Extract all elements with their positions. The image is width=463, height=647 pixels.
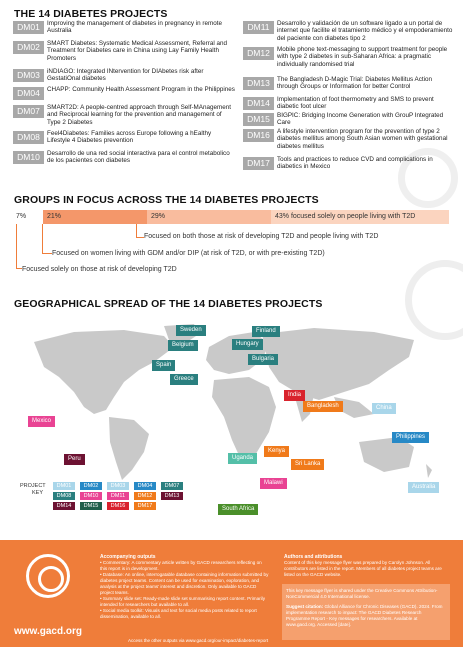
key-dm15: DM15 xyxy=(80,502,102,510)
project-code: DM16 xyxy=(243,129,274,142)
key-dm08: DM08 xyxy=(53,492,75,500)
key-dm07: DM07 xyxy=(161,482,183,490)
project-description: SMART2D: A people-centred approach through Self-MAnagement and Reciprocal learning for the prevention and management of Type 2 Diabetes xyxy=(47,104,231,126)
project-description: iNDIAGO: Integrated INtervention for DIAbetes risk after GestatiOnal diabetes xyxy=(47,68,204,83)
project-code: DM08 xyxy=(13,131,44,144)
country-china: China xyxy=(372,403,396,414)
bracket-both xyxy=(136,224,144,238)
key-dm10: DM10 xyxy=(80,492,102,500)
groups-title: GROUPS IN FOCUS ACROSS THE 14 DIABETES PROJECTS xyxy=(14,194,319,206)
country-belgium: Belgium xyxy=(168,340,198,351)
gacd-logo-icon xyxy=(26,554,70,598)
project-description: CHAPP: Community Health Assessment Program in the Philippines xyxy=(47,86,235,93)
country-bulgaria: Bulgaria xyxy=(248,354,278,365)
country-spain: Spain xyxy=(152,360,175,371)
key-dm03: DM03 xyxy=(107,482,129,490)
project-description: BIGPIC: Bridging Income Generation with GrouP Integrated Care xyxy=(277,112,444,127)
project-row-dm14 xyxy=(243,96,453,111)
project-row-dm03 xyxy=(13,68,235,83)
project-description: A lifestyle intervention program for the prevention of type 2 diabetes mellitus among South Asian women with gestational diabetes mellitus xyxy=(277,128,448,150)
key-dm13: DM13 xyxy=(161,492,183,500)
project-description: Feel4Diabetes: Families across Europe following a hEalthy Lifestyle 4 Diabetes prevention xyxy=(47,130,212,145)
groups-segment-t2d: 43% focused solely on people living with T2D xyxy=(271,210,449,224)
country-mexico: Mexico xyxy=(28,416,55,427)
project-row-dm08 xyxy=(13,130,235,145)
project-code: DM02 xyxy=(13,41,44,54)
bracket-risk xyxy=(16,224,22,269)
project-row-dm16 xyxy=(243,128,453,150)
key-dm01: DM01 xyxy=(53,482,75,490)
project-description: Implementation of foot thermometry and SMS to prevent diabetic foot ulcer xyxy=(277,96,434,111)
project-description: Tools and practices to reduce CVD and complications in diabetics in Mexico xyxy=(277,156,433,171)
groups-segment-risk: 7% xyxy=(12,210,43,224)
footer xyxy=(0,540,463,647)
key-dm17: DM17 xyxy=(134,502,156,510)
country-kenya: Kenya xyxy=(264,446,289,457)
groups-segment-both: 29% xyxy=(147,210,271,224)
groups-segment-women: 21% xyxy=(43,210,147,224)
country-finland: Finland xyxy=(252,326,280,337)
label-focus-women: Focused on women living with GDM and/or DIP (at risk of T2D, or with pre-existing T2D) xyxy=(52,250,325,257)
country-peru: Peru xyxy=(64,454,85,465)
footer-url[interactable]: www.gacd.org xyxy=(14,626,82,637)
project-row-dm13 xyxy=(243,76,453,91)
project-description: Desarrollo y validación de un software ligado a un portal de internet que facilite el tratamiento médico y el empoderamiento del paciente con diabetes tipo 2 xyxy=(277,20,453,42)
country-hungary: Hungary xyxy=(232,339,263,350)
country-greece: Greece xyxy=(170,374,198,385)
key-dm12: DM12 xyxy=(134,492,156,500)
project-description: Mobile phone text-messaging to support treatment for people with type 2 diabetes in sub-Saharan Africa: a pragmatic individually randomised trial xyxy=(277,46,448,68)
project-code: DM10 xyxy=(13,151,44,164)
project-row-dm17 xyxy=(243,156,453,171)
project-row-dm02 xyxy=(13,40,235,62)
project-row-dm11 xyxy=(243,20,453,42)
project-code: DM17 xyxy=(243,157,274,170)
project-row-dm07 xyxy=(13,104,235,126)
project-code: DM11 xyxy=(243,21,274,34)
bracket-women xyxy=(42,224,52,254)
map-south-america xyxy=(109,417,149,480)
country-australia: Australia xyxy=(408,482,439,493)
key-dm11: DM11 xyxy=(107,492,129,500)
country-india: India xyxy=(284,390,305,401)
project-code: DM04 xyxy=(13,87,44,100)
project-description: SMART Diabetes: Systematic Medical Assessment, Referral and Treatment for Diabetes care in China using Lay Family Health Promoters xyxy=(47,40,227,62)
project-code: DM14 xyxy=(243,97,274,110)
map-north-america xyxy=(34,330,174,414)
project-code: DM03 xyxy=(13,69,44,82)
country-srilanka: Sri Lanka xyxy=(291,459,324,470)
key-dm02: DM02 xyxy=(80,482,102,490)
label-focus-both: Focused on both those at risk of developing T2D and people living with T2D xyxy=(144,233,379,240)
project-key-label: PROJECT KEY xyxy=(20,483,46,496)
project-row-dm01 xyxy=(13,20,235,35)
authors-block: Authors and attributions Content of this key message flyer was prepared by Carolyn Johnson. All contributors are listed in the report. Members of all diabetes project teams are listed on the GACD website. xyxy=(284,554,442,577)
country-uganda: Uganda xyxy=(228,453,257,464)
country-bangladesh: Bangladesh xyxy=(303,401,343,412)
key-dm14: DM14 xyxy=(53,502,75,510)
project-code: DM12 xyxy=(243,47,274,60)
country-southafrica: South Africa xyxy=(218,504,258,515)
country-sweden: Sweden xyxy=(176,325,206,336)
project-code: DM07 xyxy=(13,105,44,118)
project-description: Desarrollo de una red social interactiva para el control metabolico de los pacientes con diabetes xyxy=(47,150,230,165)
project-code: DM01 xyxy=(13,21,44,34)
license-box: This key message flyer is shared under the Creative Commons Attribution-NonCommercial 4.0 International license. Suggest citation: Global Alliance for Chronic Diseases (GACD). 2024. From implementation research to impact: The GACD Diabetes Research Programme Report - Key messages for researchers. Available at www.gacd.org. Accessed [date]. xyxy=(282,584,450,640)
groups-bar xyxy=(12,210,449,224)
projects-title: THE 14 DIABETES PROJECTS xyxy=(14,8,168,20)
country-malawi: Malawi xyxy=(260,478,287,489)
project-description: The Bangladesh D-Magic Trial: Diabetes Mellitus Action through Groups or Information for better Control xyxy=(277,76,433,91)
key-dm16: DM16 xyxy=(107,502,129,510)
project-row-dm10 xyxy=(13,150,235,165)
project-code: DM15 xyxy=(243,113,274,126)
outputs-link-note[interactable]: Access the other outputs via www.gacd.org/our-impact/diabetes-report xyxy=(128,638,269,643)
project-code: DM13 xyxy=(243,77,274,90)
label-focus-risk: Focused solely on those at risk of developing T2D xyxy=(22,266,177,273)
project-row-dm12 xyxy=(243,46,453,68)
project-row-dm04 xyxy=(13,86,235,100)
geo-title: GEOGRAPHICAL SPREAD OF THE 14 DIABETES PROJECTS xyxy=(14,298,323,310)
project-row-dm15 xyxy=(243,112,453,127)
key-dm04: DM04 xyxy=(134,482,156,490)
map-new-zealand xyxy=(426,464,432,478)
project-description: Improving the management of diabetes in pregnancy in remote Australia xyxy=(47,20,223,35)
outputs-block: Accompanying outputs • Commentary: A commentary article written by GACD researchers reflecting on this report is in development. • Database: An online, interrogatable database containing information submitted by diabetes project teams. Content can be used for examination, exploration, and analysis at the project teams' interest and discretion. Only available to GACD project teams. • Summary slide set: Ready-made slide set summarising report content. Primarily intended for researchers but available to all. • Social media toolkit: Visuals and text for social media posts related to report dissemination, available to all. xyxy=(100,554,269,619)
country-philippines: Philippines xyxy=(392,432,429,443)
